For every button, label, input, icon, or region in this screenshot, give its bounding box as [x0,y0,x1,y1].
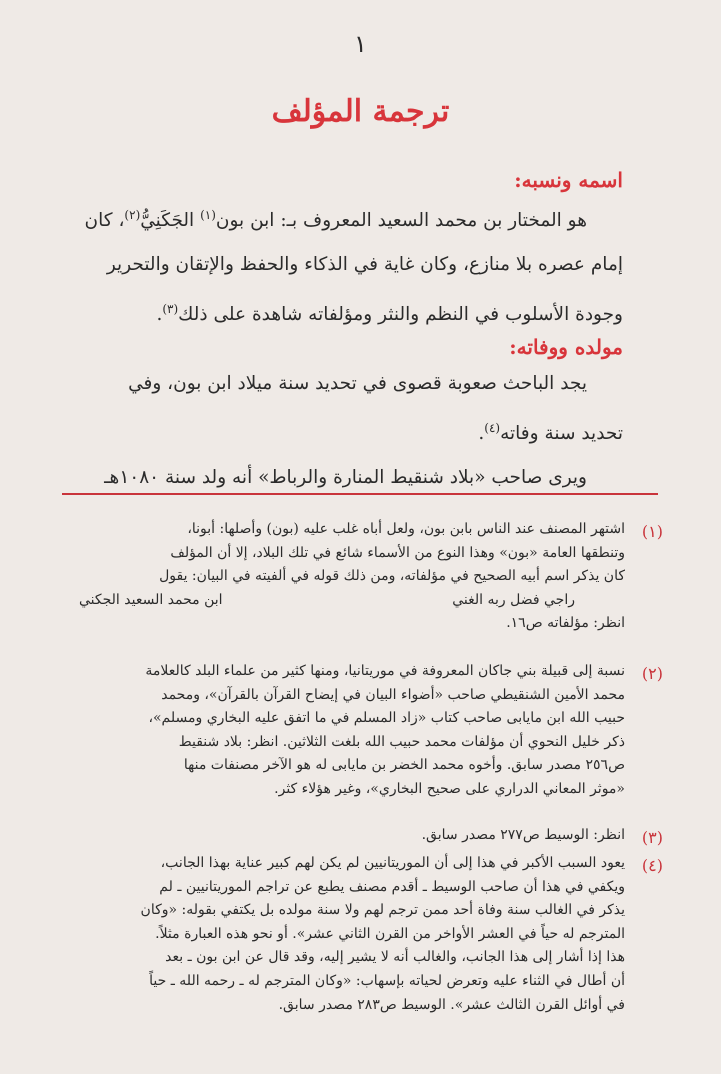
footnote-line: اشتهر المصنف عند الناس بابن بون، ولعل أباه غلب عليه (بون) وأصلها: أبونا، [187,521,625,537]
footnote-line: محمد الأمين الشنقيطي صاحب «أضواء البيان في إيضاح القرآن بالقرآن»، ومحمد [161,686,625,703]
verse-hemistich-right: راجي فضل ربه الغني [452,591,575,608]
footnote-ref[interactable]: (٢) [124,208,141,222]
body-line: يجد الباحث صعوبة قصوى في تحديد سنة ميلاد ابن بون، وفي [128,373,587,394]
section-heading-birth-death: مولده ووفاته: [509,335,623,359]
body-line: إمام عصره بلا منازع، وكان غاية في الذكاء والحفظ والإتقان والتحرير [106,254,623,276]
footnote-line: هذا إذا أشار إلى هذا الجانب، والغالب أنه لا يشير إليه، وقد قال عن ابن بون ـ بعد [165,949,625,966]
section-body-birth-death [43,362,623,500]
footnote-1 [59,518,663,636]
footnote-line: انظر: مؤلفاته ص١٦. [506,615,625,632]
page-number: ١ [354,30,367,58]
section-heading-name: اسمه ونسبه: [514,168,623,192]
footnote-line: في أوائل القرن الثالث عشر». الوسيط ص٢٨٣ مصدر سابق. [278,996,625,1013]
footnote-ref[interactable]: (١) [200,208,216,222]
verse [59,589,625,613]
body-line: وجودة الأسلوب في النظم والنثر ومؤلفاته شاهدة على ذلك$^{(٣)}$. [156,302,623,326]
footnote-line: «موثر المعاني الدراري على صحيح البخاري»، وغير هؤلاء كثر. [274,780,625,797]
body-line: ويرى صاحب «بلاد شنقيط المنارة والرباط» أنه ولد سنة ١٠٨٠هـ [104,467,587,489]
footnote-number: (١) [641,522,663,541]
body-line: هو المختار بن محمد السعيد المعروف بـ: ابن بون$^{(١)}$ الجَكَنِيُّ$^{(٢)}$، كان [84,208,587,232]
footnote-line: يعود السبب الأكبر في هذا إلى أن الموريتانيين لم يكن لهم كبير عناية بهذا الجانب، [160,855,625,871]
footnote-line: ذكر خليل النحوي أن مؤلفات محمد حبيب الله بلغت الثلاثين. انظر: بلاد شنقيط [178,733,625,750]
footnote-3 [59,824,663,852]
footnote-line: انظر: الوسيط ص٢٧٧ مصدر سابق. [421,827,625,843]
footnote-number: (٤) [641,856,663,875]
footnote-2 [59,660,663,802]
verse-hemistich-left: ابن محمد السعيد الجكني [79,591,223,608]
footnote-line: نسبة إلى قبيلة بني جاكان المعروفة في موريتانيا، ومنها كثير من علماء البلد كالعلامة [145,663,625,679]
footnote-line: أن أطال في الثناء عليه وتعرض لحياته بإسهاب: «وكان المترجم له ـ رحمه الله ـ حياً [149,972,625,989]
footnote-line: المترجم له حياً في العشر الأواخر من القرن الثاني عشر». أو نحو هذه العبارة مثلاً. [155,925,625,942]
body-line: تحديد سنة وفاته$^{(٤)}$. [478,421,623,445]
footnote-ref[interactable]: (٤) [484,421,501,435]
footnote-number: (٣) [641,828,663,847]
footnote-ref[interactable]: (٣) [162,302,179,317]
footnote-line: كان يذكر اسم أبيه الصحيح في مؤلفاته، ومن ذلك قوله في ألفيته في البيان: يقول [159,568,625,585]
footnote-number: (٢) [641,664,663,683]
footnote-4 [59,852,663,1017]
footnote-line: ص٢٥٦ مصدر سابق. وأخوه محمد الخضر بن مايابى له هو الآخر مصنفات منها [183,757,625,774]
section-body-name [43,193,623,337]
page-title: ترجمة المؤلف [271,94,450,129]
footnote-line: ويكفي في هذا أن صاحب الوسيط ـ أقدم مصنف يطبع عن تراجم الموريتانيين ـ لم [159,878,625,895]
footnote-line: وتنطقها العامة «بون» وهذا النوع من الأسماء شائع في تلك البلاد، إلا أن المؤلف [170,544,625,561]
footnote-divider [62,493,658,495]
footnote-line: حبيب الله ابن مايابى صاحب كتاب «زاد المسلم في ما اتفق عليه البخاري ومسلم»، [148,710,625,727]
footnote-line: يذكر في الغالب سنة وفاة أحد ممن ترجم لهم ولا سنة مولده بل يكتفي بقوله: «وكان [140,902,625,919]
